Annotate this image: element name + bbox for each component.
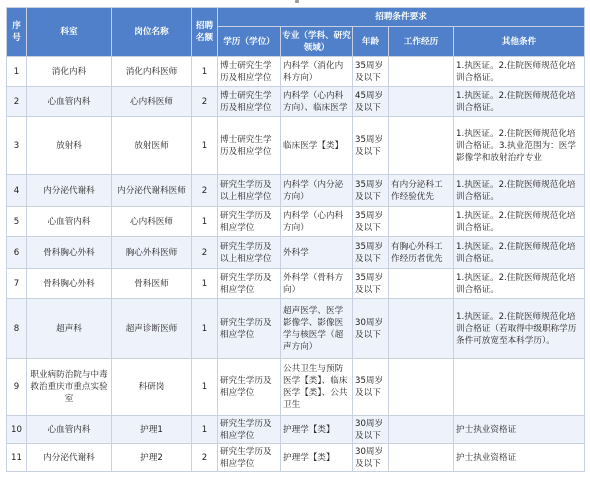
table-row: [7, 237, 585, 269]
cell-quota: 1: [192, 207, 218, 237]
cell-position: 放射医师: [112, 117, 192, 175]
cell-age: 35周岁及以下: [353, 269, 389, 299]
cell-seq: 8: [7, 299, 27, 359]
cell-seq: 3: [7, 117, 27, 175]
cell-major: 超声医学、医学影像学、影像医学与核医学（超声方向）: [281, 299, 353, 359]
table-row: [7, 299, 585, 359]
cell-major: 外科学: [281, 237, 353, 269]
cell-seq: 4: [7, 175, 27, 207]
cell-dept: 心血管内科: [27, 207, 112, 237]
cell-position: 护理2: [112, 444, 192, 472]
cell-quota: 2: [192, 237, 218, 269]
cell-quota: 1: [192, 299, 218, 359]
header-quota: 招聘名额: [192, 8, 218, 57]
table-row: [7, 359, 585, 416]
header-seq: 序号: [7, 8, 27, 57]
cell-age: 30周岁及以下: [353, 444, 389, 472]
cell-major: 内科学（心内科方向）: [281, 207, 353, 237]
header-experience: 工作经历: [389, 27, 454, 57]
cell-position: 心内科医师: [112, 87, 192, 117]
cell-major: 临床医学【类】: [281, 117, 353, 175]
cell-quota: 1: [192, 359, 218, 416]
cell-education: 研究生学历及以上相应学位: [218, 237, 281, 269]
cell-dept: 消化内科: [27, 57, 112, 87]
table-row: [7, 175, 585, 207]
cell-experience: [389, 299, 454, 359]
cell-position: 胸心外科医师: [112, 237, 192, 269]
cell-dept: 心血管内科: [27, 416, 112, 444]
cell-quota: 2: [192, 87, 218, 117]
header-major: 专业（学科、研究领域）: [281, 27, 353, 57]
cell-major: 公共卫生与预防医学【类】、临床医学【类】、公共卫生: [281, 359, 353, 416]
cell-age: 30周岁及以下: [353, 299, 389, 359]
cell-age: 35周岁及以下: [353, 237, 389, 269]
cell-major: 内科学（心内科方向）、临床医学: [281, 87, 353, 117]
cell-quota: 1: [192, 117, 218, 175]
header-education: 学历（学位）: [218, 27, 281, 57]
cell-dept: 超声科: [27, 299, 112, 359]
cell-seq: 2: [7, 87, 27, 117]
cell-education: 博士研究生学历及相应学位: [218, 117, 281, 175]
cell-seq: 11: [7, 444, 27, 472]
header-other: 其他条件: [454, 27, 585, 57]
cell-experience: [389, 207, 454, 237]
cell-other: 护士执业资格证: [454, 416, 585, 444]
cell-dept: 心血管内科: [27, 87, 112, 117]
cell-dept: 骨科胸心外科: [27, 269, 112, 299]
table-row: [7, 57, 585, 87]
cell-age: 35周岁及以下: [353, 207, 389, 237]
cell-other: 1.执医证。2.住院医师规范化培训合格证。: [454, 269, 585, 299]
cell-age: 35周岁及以下: [353, 359, 389, 416]
cell-age: 35周岁及以下: [353, 117, 389, 175]
cell-other: 1.执医证。2.住院医师规范化培训合格证（若取得中级职称学历条件可放宽至本科学历）。: [454, 299, 585, 359]
cell-dept: 内分泌代谢科: [27, 444, 112, 472]
cell-major: 护理学【类】: [281, 416, 353, 444]
cell-education: 研究生学历及相应学位: [218, 207, 281, 237]
cell-experience: [389, 117, 454, 175]
header-requirements: 招聘条件要求: [218, 8, 585, 27]
cell-dept: 放射科: [27, 117, 112, 175]
table-row: [7, 87, 585, 117]
cell-seq: 1: [7, 57, 27, 87]
cell-education: 研究生学历及相应学位: [218, 269, 281, 299]
cell-quota: 1: [192, 269, 218, 299]
cell-other: 1.执医证。2.住院医师规范化培训合格证。: [454, 175, 585, 207]
cell-position: 科研岗: [112, 359, 192, 416]
cell-education: 研究生学历及以上相应学位: [218, 175, 281, 207]
cell-other: 1.执医证。2.住院医师规范化培训合格证。: [454, 207, 585, 237]
table-row: [7, 269, 585, 299]
cell-position: 骨科医师: [112, 269, 192, 299]
cell-experience: [389, 87, 454, 117]
cell-quota: 1: [192, 57, 218, 87]
cell-position: 内分泌代谢科医师: [112, 175, 192, 207]
top-edge-mark: [295, 0, 299, 3]
cell-other: 护士执业资格证: [454, 444, 585, 472]
cell-seq: 9: [7, 359, 27, 416]
header-age: 年龄: [353, 27, 389, 57]
cell-experience: 有内分泌科工作经验优先: [389, 175, 454, 207]
cell-major: 内科学（内分泌方向）: [281, 175, 353, 207]
cell-position: 消化内科医师: [112, 57, 192, 87]
cell-experience: [389, 359, 454, 416]
cell-quota: 2: [192, 444, 218, 472]
cell-education: 研究生学历及相应学位: [218, 359, 281, 416]
cell-other: [454, 359, 585, 416]
cell-other: 1.执医证。2.住院医师规范化培训合格证。: [454, 87, 585, 117]
cell-age: 35周岁及以下: [353, 175, 389, 207]
cell-position: 心内科医师: [112, 207, 192, 237]
cell-age: 30周岁及以下: [353, 416, 389, 444]
cell-experience: [389, 269, 454, 299]
cell-dept: 骨科胸心外科: [27, 237, 112, 269]
table-row: [7, 207, 585, 237]
cell-experience: [389, 57, 454, 87]
cell-dept: 内分泌代谢科: [27, 175, 112, 207]
cell-other: 1.执医证。2.住院医师规范化培训合格证。: [454, 57, 585, 87]
cell-age: 45周岁及以下: [353, 87, 389, 117]
cell-other: 1.执医证。2.住院医师规范化培训合格证。: [454, 237, 585, 269]
cell-education: 研究生学历及相应学位: [218, 416, 281, 444]
header-position: 岗位名称: [112, 8, 192, 57]
cell-age: 35周岁及以下: [353, 57, 389, 87]
table-row: [7, 416, 585, 444]
recruitment-table: [6, 7, 585, 472]
cell-position: 护理1: [112, 416, 192, 444]
cell-quota: 1: [192, 416, 218, 444]
cell-experience: [389, 416, 454, 444]
cell-dept: 职业病防治院与中毒救治重庆市重点实验室: [27, 359, 112, 416]
cell-seq: 5: [7, 207, 27, 237]
cell-seq: 7: [7, 269, 27, 299]
cell-seq: 10: [7, 416, 27, 444]
cell-education: 博士研究生学历及相应学位: [218, 87, 281, 117]
cell-major: 内科学（消化内科方向）: [281, 57, 353, 87]
recruitment-table-container: [6, 7, 584, 472]
cell-position: 超声诊断医师: [112, 299, 192, 359]
table-row: [7, 117, 585, 175]
header-dept: 科室: [27, 8, 112, 57]
cell-education: 研究生学历及相应学位: [218, 299, 281, 359]
cell-education: 研究生学历及相应学位: [218, 444, 281, 472]
cell-experience: 有胸心外科工作经历者优先: [389, 237, 454, 269]
cell-education: 博士研究生学历及相应学位: [218, 57, 281, 87]
cell-major: 护理学【类】: [281, 444, 353, 472]
cell-quota: 2: [192, 175, 218, 207]
cell-other: 1.执医证。2.住院医师规范化培训合格证。3.执业范围为：医学影像学和放射治疗专业: [454, 117, 585, 175]
cell-major: 外科学（骨科方向）: [281, 269, 353, 299]
cell-experience: [389, 444, 454, 472]
cell-seq: 6: [7, 237, 27, 269]
table-row: [7, 444, 585, 472]
